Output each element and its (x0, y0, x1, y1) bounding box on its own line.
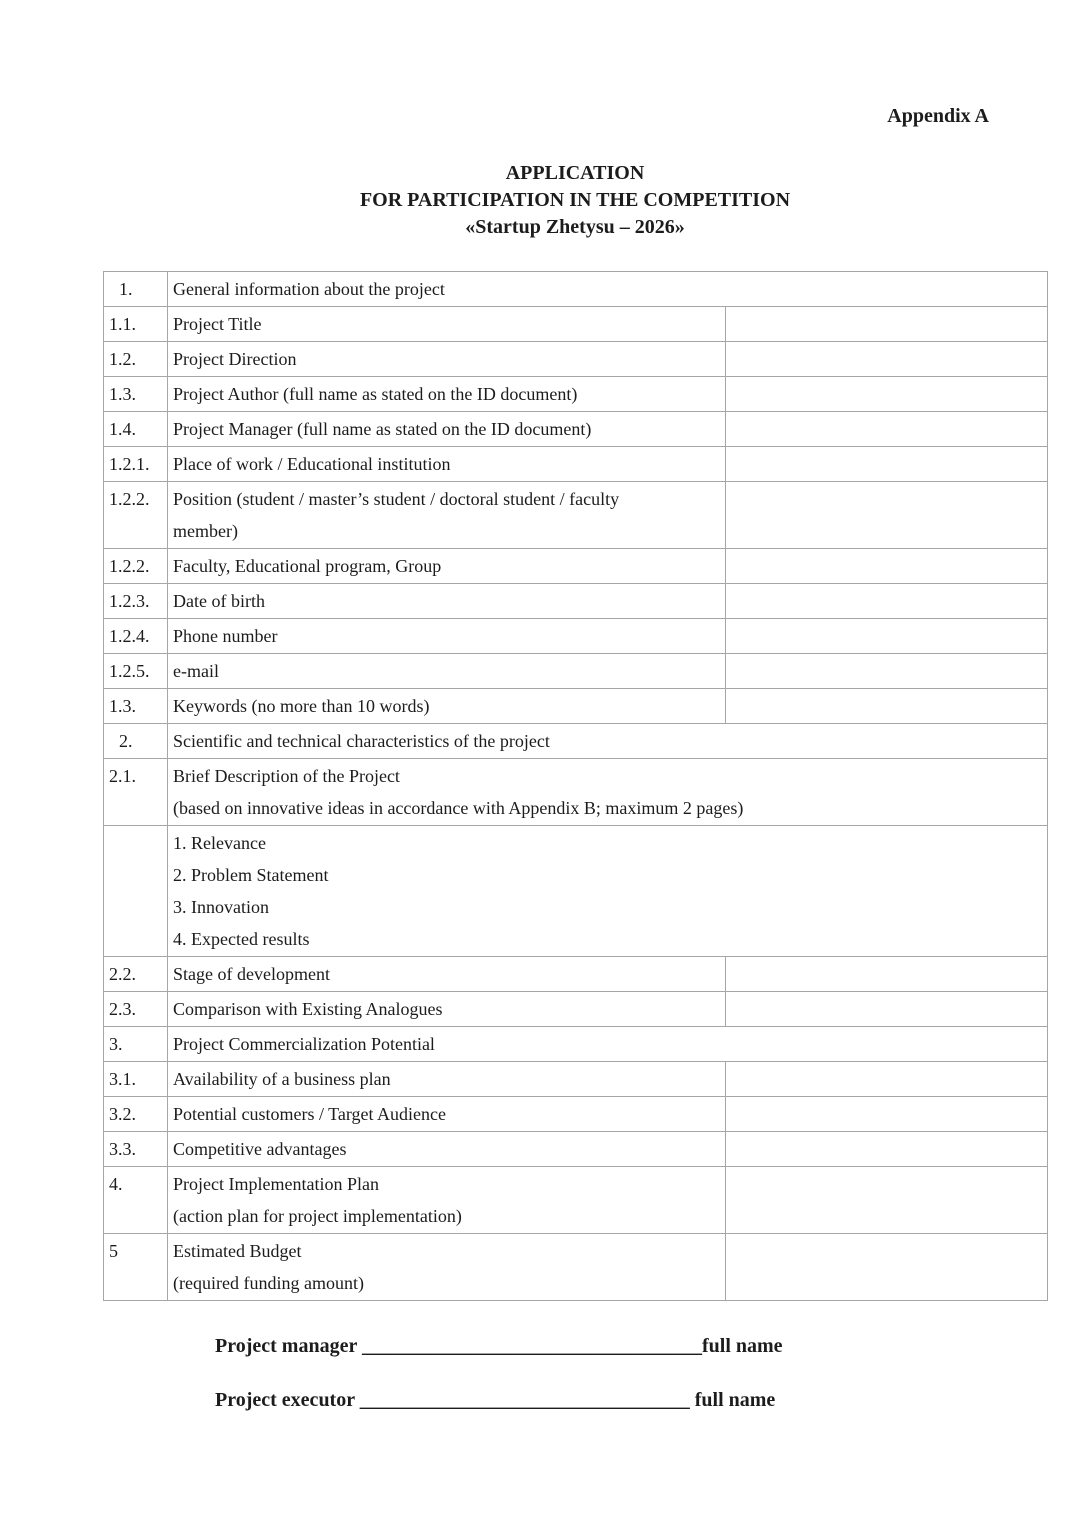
table-row (104, 619, 1048, 654)
row-label (168, 992, 726, 1027)
row-value-cell (726, 412, 1048, 447)
row-value-cell (726, 992, 1048, 1027)
row-number (104, 826, 168, 957)
application-table (103, 271, 1048, 1301)
row-label-line: Competitive advantages (173, 1139, 347, 1159)
row-number: 2.1. (104, 759, 168, 826)
table-row (104, 549, 1048, 584)
row-number: 3. (104, 1027, 168, 1062)
table-row (104, 1132, 1048, 1167)
table-row (104, 342, 1048, 377)
row-label (168, 1234, 726, 1301)
row-number: 3.2. (104, 1097, 168, 1132)
row-label-line: Project Implementation Plan (173, 1174, 379, 1194)
row-number: 2. (104, 724, 168, 759)
table-row (104, 377, 1048, 412)
table-row (104, 447, 1048, 482)
table-row (104, 1062, 1048, 1097)
table-row (104, 759, 1048, 826)
row-number: 1.2.2. (104, 482, 168, 549)
row-label-line: Phone number (173, 626, 278, 646)
document-title (103, 160, 1047, 241)
row-label-line: (required funding amount) (173, 1273, 364, 1293)
row-number: 1.2.4. (104, 619, 168, 654)
title-line-3: «Startup Zhetysu – 2026» (465, 216, 685, 238)
row-label-line: 4. Expected results (173, 929, 310, 949)
row-label-line: Potential customers / Target Audience (173, 1104, 447, 1124)
row-label-line: (action plan for project implementation) (173, 1206, 462, 1226)
row-label-line: 2. Problem Statement (173, 865, 329, 885)
title-line-1: APPLICATION (505, 162, 645, 184)
row-label-line: Project Author (full name as stated on the ID document) (173, 384, 578, 404)
row-label-line: Estimated Budget (173, 1241, 302, 1261)
row-label-line: Scientific and technical characteristics of the project (173, 731, 550, 751)
table-row (104, 654, 1048, 689)
row-number: 1.2.5. (104, 654, 168, 689)
table-row (104, 957, 1048, 992)
table-row (104, 482, 1048, 549)
table-row (104, 1027, 1048, 1062)
row-value-cell (726, 342, 1048, 377)
row-label (168, 412, 726, 447)
row-label-line: (based on innovative ideas in accordance with Appendix B; maximum 2 pages) (173, 798, 744, 818)
table-row (104, 992, 1048, 1027)
row-label (168, 1062, 726, 1097)
row-value-cell (726, 584, 1048, 619)
row-label-line: Project Manager (full name as stated on the ID document) (173, 419, 592, 439)
row-label (168, 584, 726, 619)
row-number: 1.1. (104, 307, 168, 342)
project-executor-signature-line: Project executor _________________________________ full name (215, 1389, 776, 1411)
row-label-line: e-mail (173, 661, 219, 681)
row-number: 1.2.2. (104, 549, 168, 584)
row-label-line: Place of work / Educational institution (173, 454, 451, 474)
appendix-label: Appendix A (887, 105, 989, 127)
table-row (104, 689, 1048, 724)
row-value-cell (726, 1132, 1048, 1167)
row-label-line: Project Title (173, 314, 262, 334)
row-label (168, 1167, 726, 1234)
row-label (168, 826, 1048, 957)
row-value-cell (726, 549, 1048, 584)
row-number: 1.2.3. (104, 584, 168, 619)
row-value-cell (726, 1062, 1048, 1097)
row-label-line: General information about the project (173, 279, 445, 299)
row-label (168, 377, 726, 412)
table-row (104, 826, 1048, 957)
row-label-line: member) (173, 521, 238, 541)
row-number: 3.1. (104, 1062, 168, 1097)
table-row (104, 1167, 1048, 1234)
row-label (168, 689, 726, 724)
row-label (168, 307, 726, 342)
row-label (168, 1097, 726, 1132)
row-label (168, 272, 1048, 307)
row-label-line: Project Direction (173, 349, 297, 369)
row-value-cell (726, 957, 1048, 992)
row-label-line: Availability of a business plan (173, 1069, 391, 1089)
row-label-line: Comparison with Existing Analogues (173, 999, 443, 1019)
row-number: 4. (104, 1167, 168, 1234)
row-value-cell (726, 1097, 1048, 1132)
row-value-cell (726, 307, 1048, 342)
row-value-cell (726, 482, 1048, 549)
row-label (168, 1027, 1048, 1062)
table-row (104, 1097, 1048, 1132)
row-label (168, 447, 726, 482)
row-number: 5 (104, 1234, 168, 1301)
row-number: 3.3. (104, 1132, 168, 1167)
row-label (168, 957, 726, 992)
row-label (168, 724, 1048, 759)
row-number: 1.2.1. (104, 447, 168, 482)
row-value-cell (726, 1167, 1048, 1234)
row-label-line: Date of birth (173, 591, 265, 611)
row-label-line: Keywords (no more than 10 words) (173, 696, 430, 716)
table-row (104, 584, 1048, 619)
row-label-line: Position (student / master’s student / doctoral student / faculty (173, 489, 620, 509)
row-label (168, 1132, 726, 1167)
row-label (168, 549, 726, 584)
row-number: 1.3. (104, 689, 168, 724)
signature-block (103, 1334, 1047, 1413)
row-label (168, 759, 1048, 826)
row-value-cell (726, 377, 1048, 412)
row-number: 1.4. (104, 412, 168, 447)
row-value-cell (726, 654, 1048, 689)
row-label-line: 3. Innovation (173, 897, 269, 917)
table-row (104, 1234, 1048, 1301)
row-label (168, 619, 726, 654)
row-value-cell (726, 447, 1048, 482)
row-number: 2.2. (104, 957, 168, 992)
row-value-cell (726, 619, 1048, 654)
row-number: 1.3. (104, 377, 168, 412)
table-row (104, 412, 1048, 447)
row-label (168, 654, 726, 689)
row-label-line: Brief Description of the Project (173, 766, 400, 786)
row-value-cell (726, 689, 1048, 724)
row-label (168, 482, 726, 549)
table-row (104, 272, 1048, 307)
row-number: 1.2. (104, 342, 168, 377)
title-line-2: FOR PARTICIPATION IN THE COMPETITION (359, 189, 791, 211)
row-value-cell (726, 1234, 1048, 1301)
row-number: 2.3. (104, 992, 168, 1027)
row-label-line: 1. Relevance (173, 833, 266, 853)
table-row (104, 724, 1048, 759)
row-label-line: Stage of development (173, 964, 330, 984)
row-label-line: Project Commercialization Potential (173, 1034, 435, 1054)
row-label (168, 342, 726, 377)
project-manager-signature-line: Project manager __________________________________full name (215, 1335, 783, 1357)
table-row (104, 307, 1048, 342)
row-label-line: Faculty, Educational program, Group (173, 556, 442, 576)
row-number: 1. (104, 272, 168, 307)
